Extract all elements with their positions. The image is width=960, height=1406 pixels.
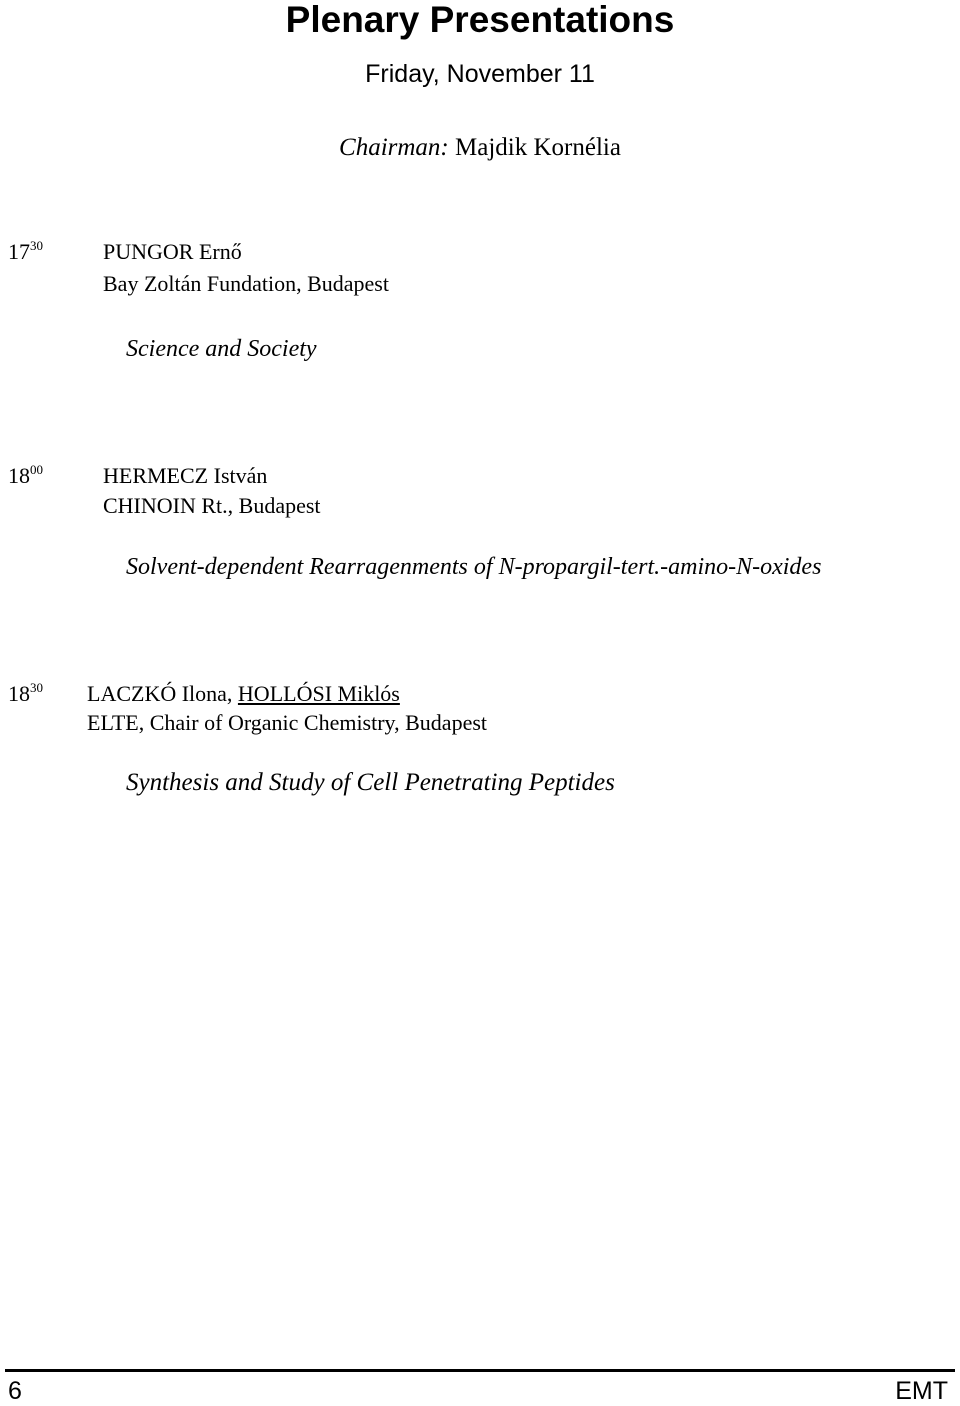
presenter-name: PUNGOR Ernő	[103, 239, 242, 264]
session-time	[8, 462, 43, 490]
presenter-name: HERMECZ István	[103, 463, 268, 488]
time-hour: 18	[8, 463, 30, 488]
page-title: Plenary Presentations	[285, 0, 675, 40]
publisher-mark: EMT	[895, 1377, 948, 1405]
presenter-affiliation: ELTE, Chair of Organic Chemistry, Budapest	[87, 710, 488, 735]
presenter-name: LACZKÓ Ilona,	[87, 681, 233, 706]
footer-divider	[5, 1369, 955, 1372]
session-time	[8, 680, 43, 708]
time-minute: 30	[30, 238, 43, 253]
talk-title: Solvent-dependent Rearragenments of N-propargil-tert.-amino-N-oxides	[126, 554, 822, 580]
page-number: 6	[8, 1377, 22, 1405]
chairman-label: Chairman:	[339, 134, 449, 161]
presenter-name-presenting: HOLLÓSI Miklós	[237, 681, 400, 706]
time-minute: 00	[30, 462, 43, 477]
session-date: Friday, November 11	[365, 60, 595, 88]
talk-title: Synthesis and Study of Cell Penetrating Peptides	[126, 769, 615, 796]
presenter-affiliation: Bay Zoltán Fundation, Budapest	[103, 271, 389, 296]
chairman-line	[0, 132, 960, 164]
presenter-affiliation: CHINOIN Rt., Budapest	[103, 493, 321, 518]
time-minute: 30	[30, 680, 43, 695]
time-hour: 17	[8, 239, 30, 264]
presenter-names	[87, 680, 400, 708]
session-time	[8, 238, 43, 266]
talk-title: Science and Society	[126, 336, 317, 362]
chairman-name: Majdik Kornélia	[455, 134, 621, 161]
time-hour: 18	[8, 681, 30, 706]
